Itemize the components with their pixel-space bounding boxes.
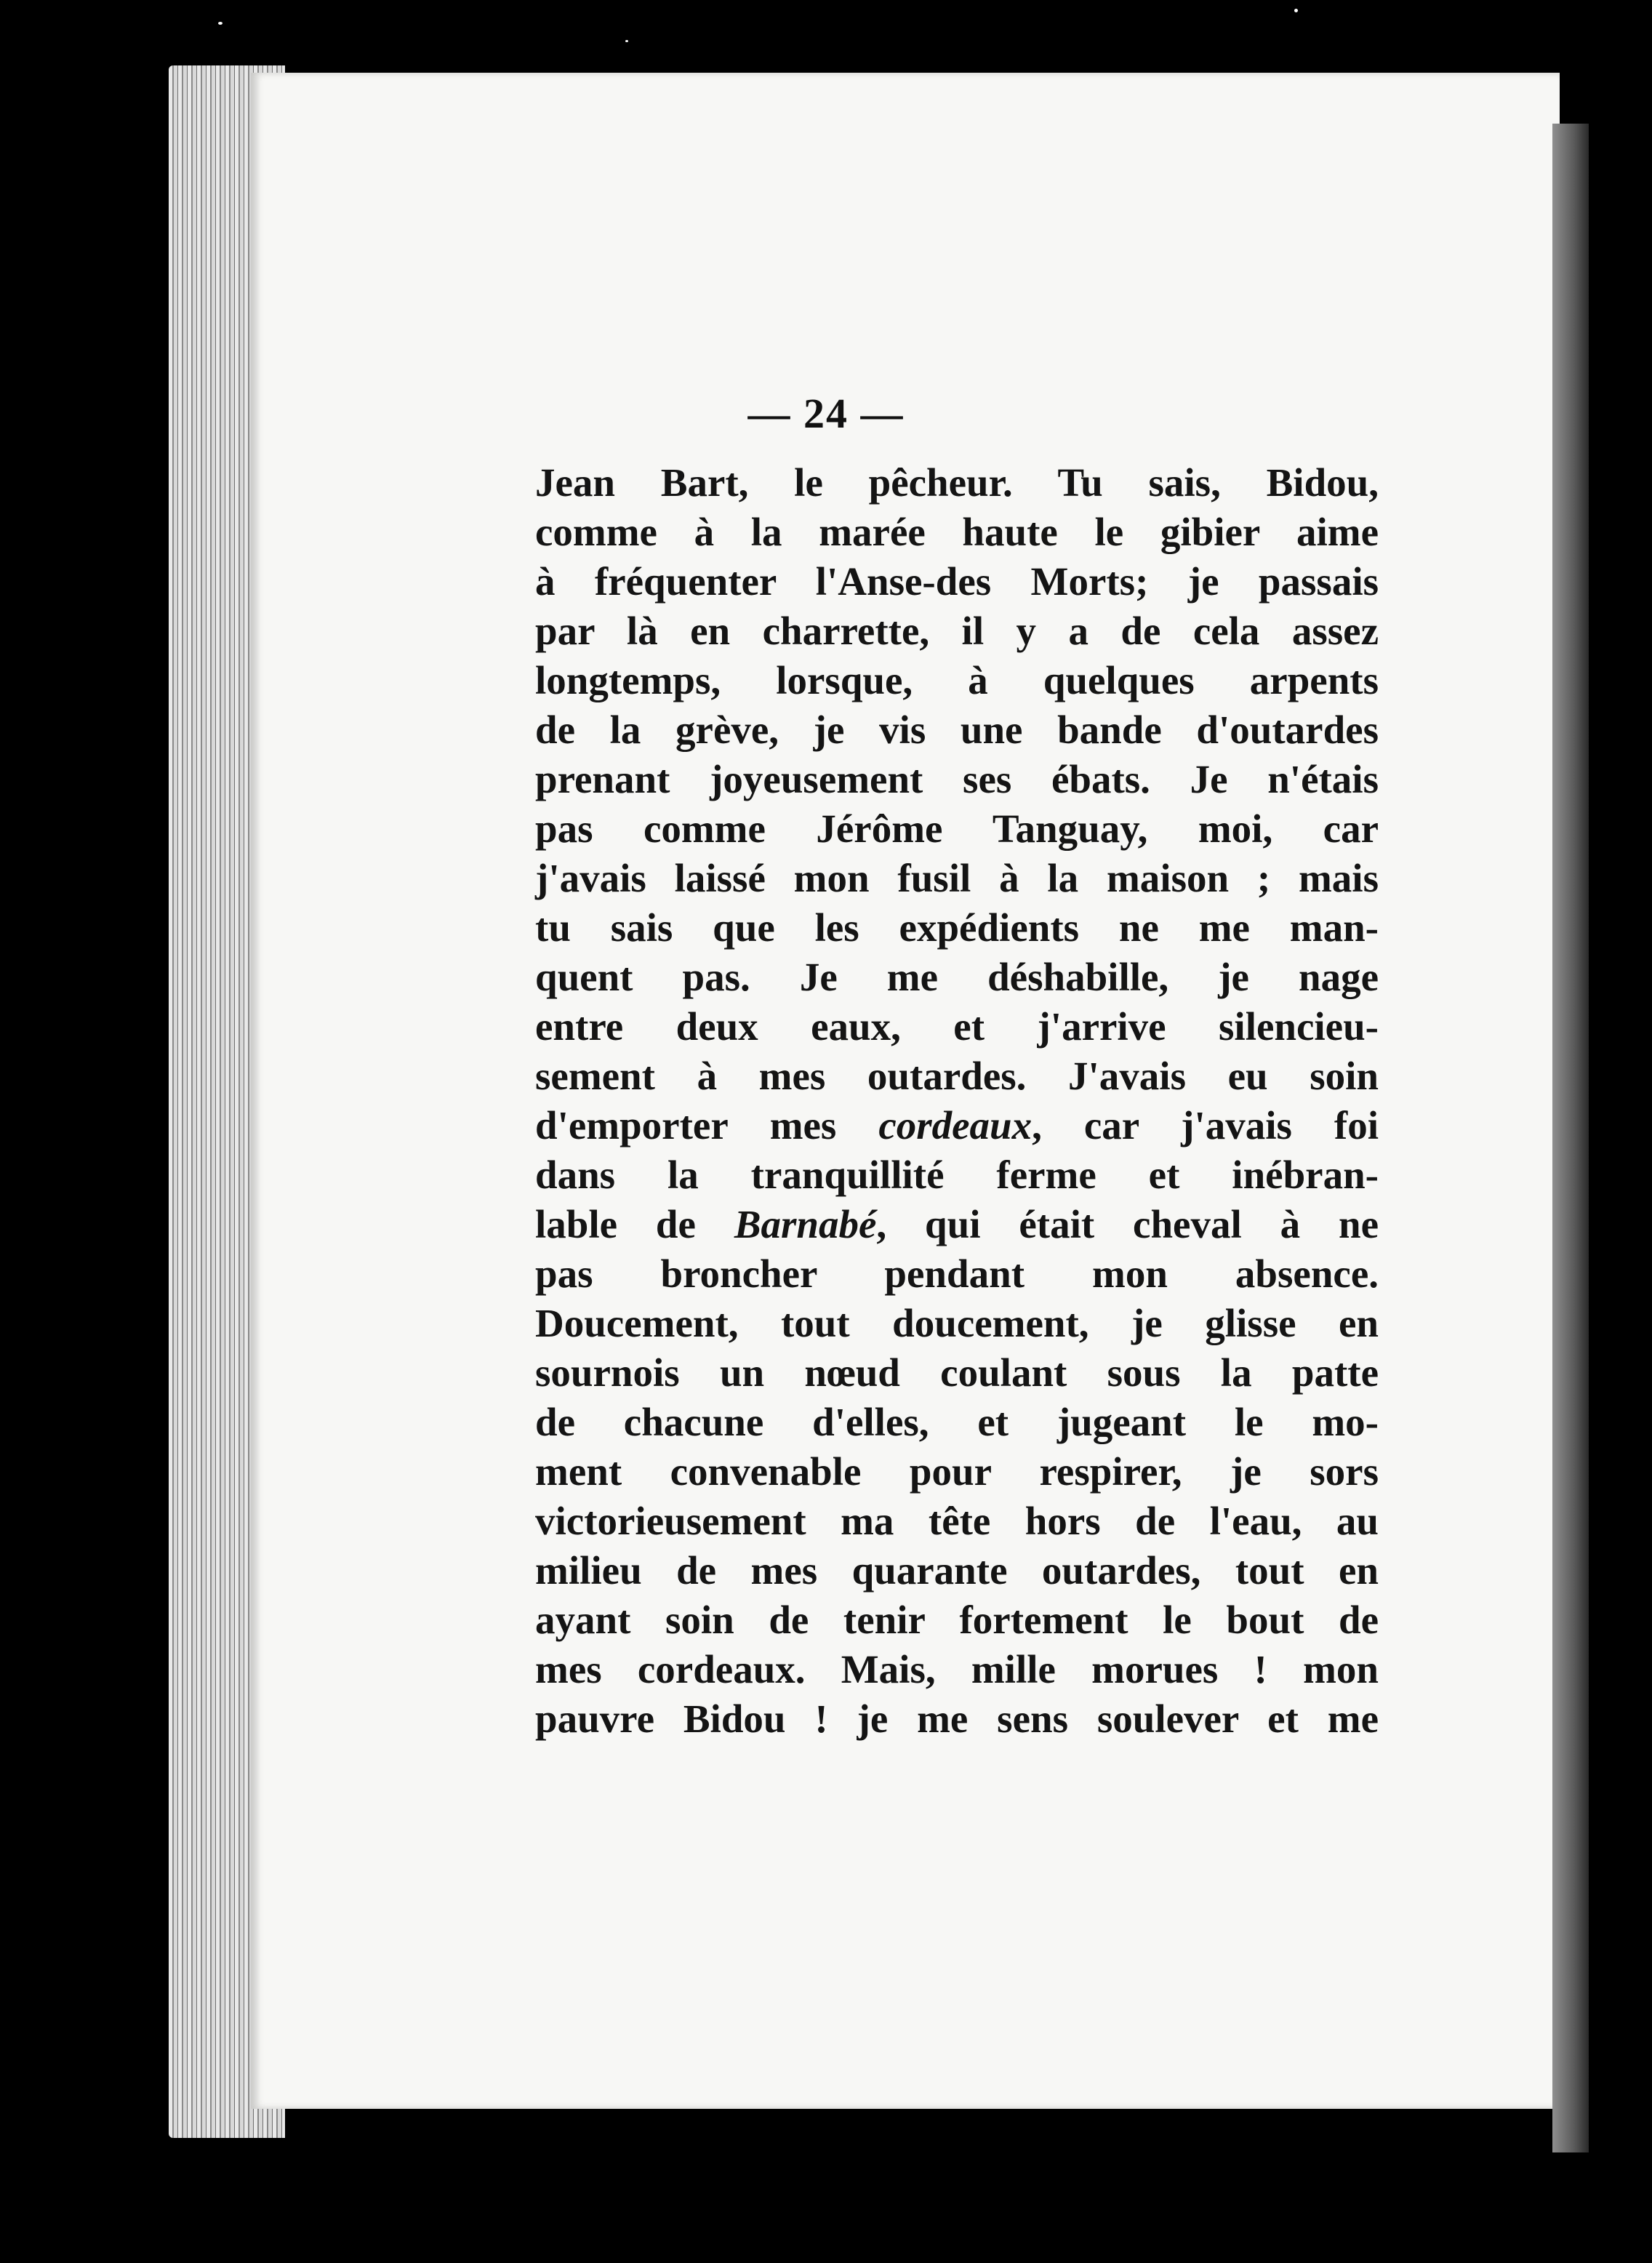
text-line: victorieusement ma tête hors de l'eau, au — [535, 1499, 1379, 1543]
text-line: entre deux eaux, et j'arrive silencieu- — [535, 1004, 1379, 1049]
text-segment: , qui était cheval à ne — [876, 1202, 1379, 1246]
text-line: à fréquenter l'Anse-des Morts; je passais — [535, 559, 1379, 604]
text-line — [535, 1200, 1379, 1249]
italic-word: Barnabé — [734, 1202, 877, 1246]
text-line: pas broncher pendant mon absence. — [535, 1251, 1379, 1296]
text-line: tu sais que les expédients ne me man- — [535, 905, 1379, 950]
dust-speck — [625, 40, 628, 42]
text-line: sement à mes outardes. J'avais eu soin — [535, 1054, 1379, 1098]
text-line: pas comme Jérôme Tanguay, moi, car — [535, 806, 1379, 851]
page-number: — 24 — — [747, 390, 905, 437]
text-line: sournois un nœud coulant sous la patte — [535, 1350, 1379, 1395]
text-line: ayant soin de tenir fortement le bout de — [535, 1598, 1379, 1642]
text-line: prenant joyeusement ses ébats. Je n'étais — [535, 757, 1379, 801]
text-segment: lable de — [535, 1202, 734, 1246]
text-line: dans la tranquillité ferme et inébran- — [535, 1153, 1379, 1197]
text-line: comme à la marée haute le gibier aime — [535, 510, 1379, 554]
text-line: longtemps, lorsque, à quelques arpents — [535, 658, 1379, 702]
text-line: ment convenable pour respirer, je sors — [535, 1449, 1379, 1494]
body-text — [535, 458, 1379, 1744]
text-line: quent pas. Je me déshabille, je nage — [535, 955, 1379, 999]
text-line: pauvre Bidou ! je me sens soulever et me — [535, 1697, 1379, 1741]
text-line: Doucement, tout doucement, je glisse en — [535, 1301, 1379, 1345]
dust-speck — [218, 22, 222, 25]
dust-speck — [1294, 9, 1298, 12]
text-segment: , car j'avais foi — [1032, 1103, 1379, 1147]
text-line: de chacune d'elles, et jugeant le mo- — [535, 1400, 1379, 1444]
text-line: milieu de mes quarante outardes, tout en — [535, 1548, 1379, 1593]
italic-word: cordeaux — [878, 1103, 1032, 1147]
text-line: de la grève, je vis une bande d'outardes — [535, 708, 1379, 752]
text-line: Jean Bart, le pêcheur. Tu sais, Bidou, — [535, 460, 1379, 505]
text-line: j'avais laissé mon fusil à la maison ; mais — [535, 856, 1379, 900]
text-line: par là en charrette, il y a de cela assez — [535, 609, 1379, 653]
text-line: mes cordeaux. Mais, mille morues ! mon — [535, 1647, 1379, 1691]
text-line — [535, 1101, 1379, 1150]
text-segment: d'emporter mes — [535, 1103, 879, 1147]
